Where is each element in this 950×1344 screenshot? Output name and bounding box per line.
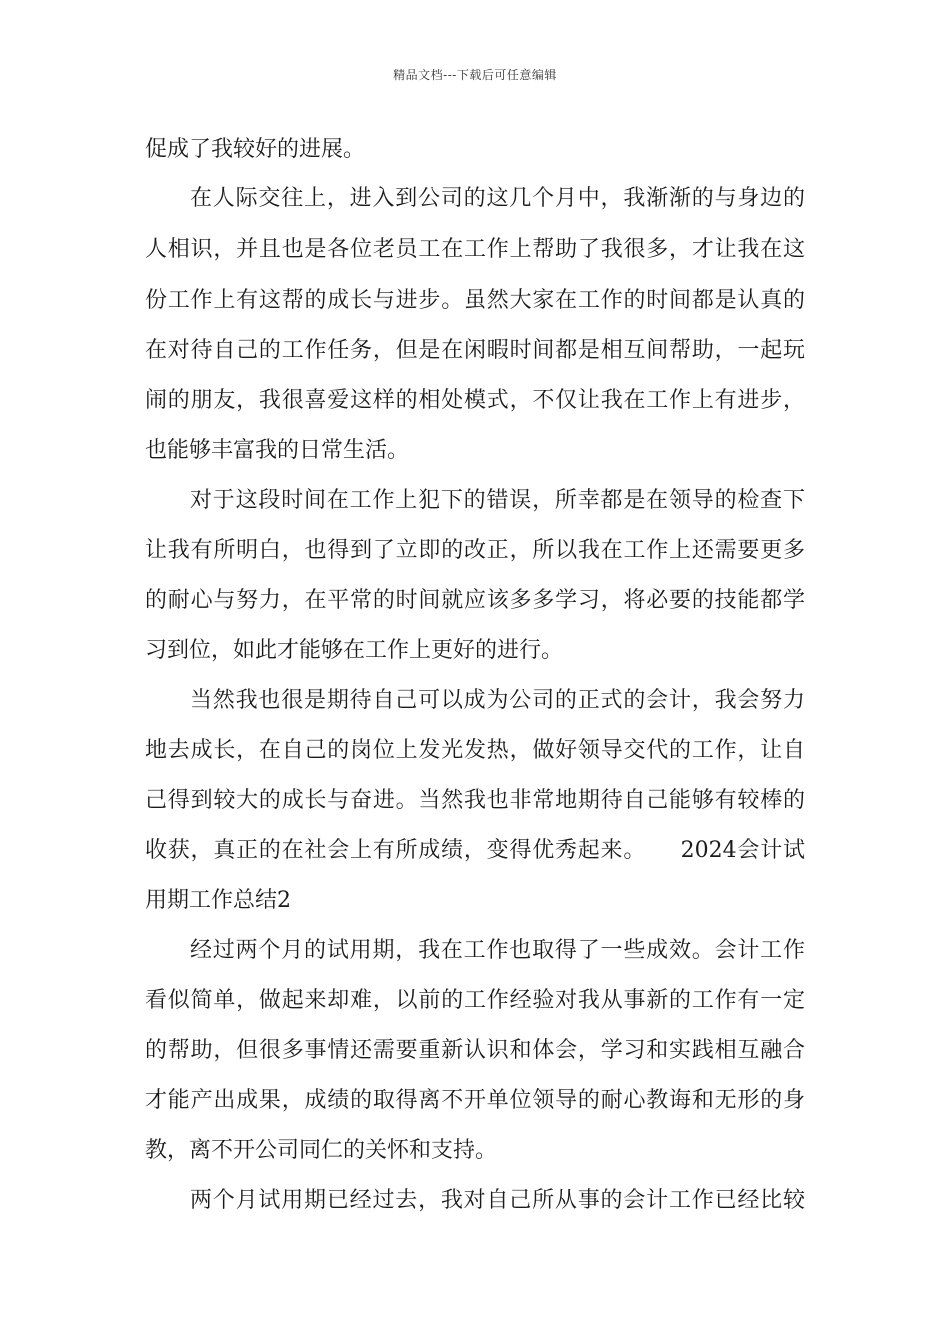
text-line: 促成了我较好的进展。 — [145, 137, 366, 162]
text-line: 也能够丰富我的日常生活。 — [145, 438, 410, 463]
text-line: 份工作上有这帮的成长与进步。虽然大家在工作的时间都是认真的 — [145, 288, 805, 313]
text-line: 闹的朋友，我很喜爱这样的相处模式，不仅让我在工作上有进步， — [145, 388, 805, 413]
text-line: 己得到较大的成长与奋进。当然我也非常地期待自己能够有较棒的 — [145, 788, 805, 813]
section-title-continuation: 用期工作总结2 — [145, 888, 291, 913]
text-line: 教，离不开公司同仁的关怀和支持。 — [145, 1138, 498, 1163]
text-line: 的帮助，但很多事情还需要重新认识和体会，学习和实践相互融合 — [145, 1038, 805, 1063]
text-line: 看似简单，做起来却难，以前的工作经验对我从事新的工作有一定 — [145, 988, 805, 1013]
text-line: 的耐心与努力，在平常的时间就应该多多学习，将必要的技能都学 — [145, 588, 805, 613]
paragraph-first-line: 当然我也很是期待自己可以成为公司的正式的会计，我会努力 — [190, 688, 805, 713]
text-line: 才能产出成果，成绩的取得离不开单位领导的耐心教诲和无形的身 — [145, 1088, 805, 1113]
text-line: 地去成长，在自己的岗位上发光发热，做好领导交代的工作，让自 — [145, 738, 805, 763]
paragraph-first-line: 两个月试用期已经过去，我对自己所从事的会计工作已经比较 — [190, 1188, 805, 1213]
text-line: 人相识，并且也是各位老员工在工作上帮助了我很多，才让我在这 — [145, 237, 805, 262]
text-line: 让我有所明白，也得到了立即的改正，所以我在工作上还需要更多 — [145, 538, 805, 563]
paragraph-first-line: 经过两个月的试用期，我在工作也取得了一些成效。会计工作 — [190, 938, 805, 963]
text-line: 习到位，如此才能够在工作上更好的进行。 — [145, 638, 564, 663]
paragraph-first-line: 对于这段时间在工作上犯下的错误，所幸都是在领导的检查下 — [190, 488, 805, 513]
text-line: 收获，真正的在社会上有所成绩，变得优秀起来。 2024会计试 — [145, 838, 805, 863]
page-header: 精品文档---下载后可任意编辑 — [393, 68, 557, 82]
text-line: 在对待自己的工作任务，但是在闲暇时间都是相互间帮助，一起玩 — [145, 338, 805, 363]
paragraph-first-line: 在人际交往上，进入到公司的这几个月中，我渐渐的与身边的 — [190, 186, 805, 211]
